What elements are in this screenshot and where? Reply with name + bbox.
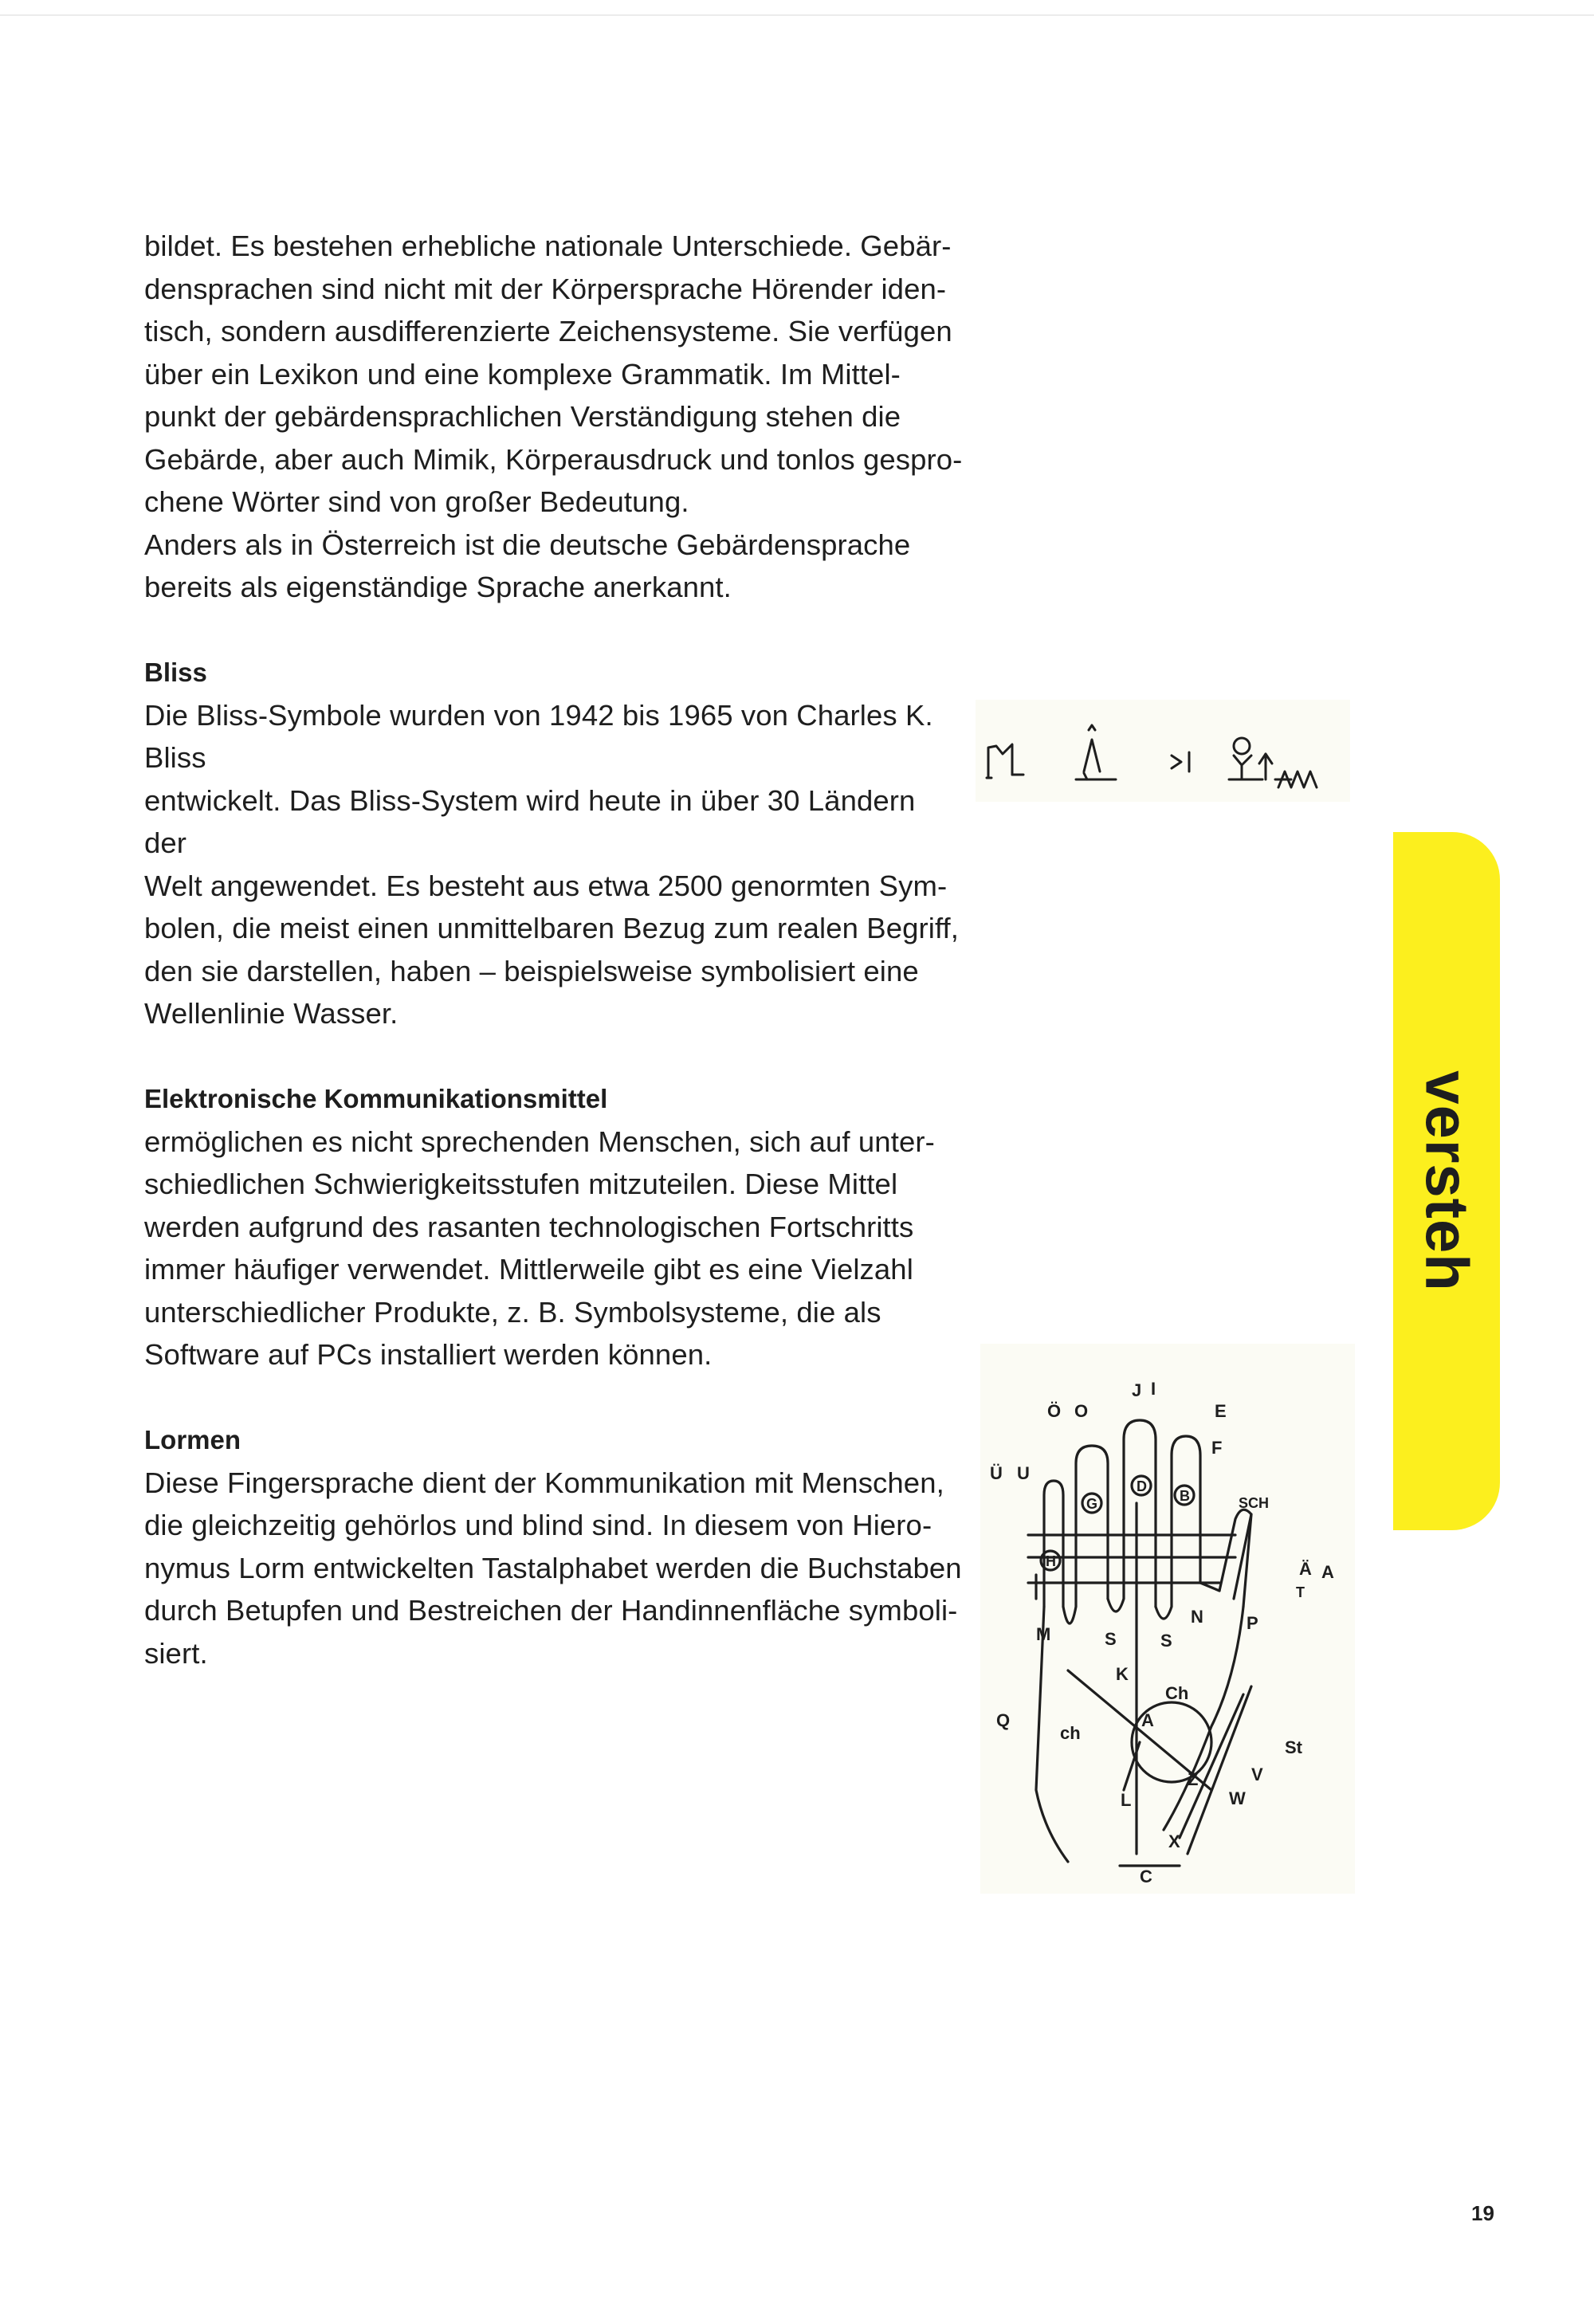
hand-label: O — [1074, 1401, 1089, 1421]
lormen-paragraph: Diese Fingersprache dient der Kommunikation mit Menschen, die gleichzeitig gehörlos und blind sind. In diesem von Hiero- nymus Lorm entwickelten Tastalphabet werden die Buchstaben durch Betupfen und Bestreichen der Handinnenfläche symboli- siert. — [144, 1466, 962, 1670]
bliss-symbols-illustration — [976, 700, 1350, 802]
hand-label: Q — [996, 1710, 1011, 1730]
hand-label: T — [1296, 1584, 1305, 1600]
hand-label: G — [1086, 1496, 1098, 1512]
lormen-section — [144, 1419, 965, 1674]
hand-label: M — [1036, 1624, 1051, 1644]
hand-label: I — [1151, 1379, 1156, 1399]
hand-label: K — [1116, 1664, 1129, 1684]
hand-label: A — [1321, 1562, 1334, 1582]
hand-label: P — [1247, 1613, 1258, 1633]
hand-label: J — [1132, 1380, 1142, 1400]
lormen-heading: Lormen — [144, 1425, 241, 1454]
lormen-hand-illustration — [980, 1344, 1355, 1894]
bliss-symbol-2 — [1076, 725, 1116, 779]
intro-paragraph: bildet. Es bestehen erhebliche nationale Unterschiede. Gebär- densprachen sind nicht mit der Körpersprache Hörender iden- tisch, sondern ausdifferenzierte Zeichensysteme. Sie verfügen über ein Lexikon und eine komplexe Grammatik. Im Mittel- punkt der gebärdensprachlichen Verständigung stehen die Gebärde, aber auch Mimik, Körperausdruck und tonlos gespro- chene Wörter sind von großer Bedeutung. Anders als in Österreich ist die deutsche Gebärdensprache bereits als eigenständige Sprache anerkannt. — [144, 230, 963, 603]
hand-label: H — [1046, 1553, 1056, 1569]
hand-label: U — [1017, 1463, 1030, 1483]
bliss-symbols-figure — [976, 700, 1350, 802]
hand-label: SCH — [1239, 1495, 1270, 1511]
hand-label: S — [1105, 1629, 1117, 1649]
electronic-section — [144, 1078, 965, 1376]
lormen-hand-figure — [980, 1344, 1355, 1894]
bliss-symbol-4 — [1229, 738, 1317, 787]
bliss-paragraph: Die Bliss-Symbole wurden von 1942 bis 1965 von Charles K. Bliss entwickelt. Das Bliss-System wird heute in über 30 Ländern der Welt angewendet. Es besteht aus etwa 2500 genormten Sym- bolen, die meist einen unmittelbaren Bezug zum realen Begriff, den sie darstellen, haben – beispielsweise symbolisiert eine Wellenlinie Wasser. — [144, 698, 960, 1030]
hand-label: Z — [1188, 1769, 1199, 1789]
hand-label: ch — [1060, 1723, 1081, 1743]
hand-label: W — [1229, 1788, 1246, 1808]
hand-label: Ü — [990, 1463, 1003, 1483]
hand-label: S — [1160, 1631, 1172, 1651]
hand-label: Ch — [1165, 1683, 1189, 1703]
top-rule — [0, 14, 1594, 16]
hand-label: A — [1141, 1710, 1154, 1730]
bliss-section — [144, 651, 965, 1035]
bliss-symbol-3 — [1172, 752, 1189, 771]
hand-label: C — [1140, 1867, 1152, 1886]
electronic-paragraph: ermöglichen es nicht sprechenden Menschen, sich auf unter- schiedlichen Schwierigkeitsstufen mitzuteilen. Diese Mittel werden aufgrund des rasanten technologischen Fortschritts immer häufiger verwendet. Mittlerweile gibt es eine Vielzahl unterschiedlicher Produkte, z. B. Symbolsysteme, die als Software auf PCs installiert werden können. — [144, 1125, 935, 1371]
hand-label: D — [1137, 1478, 1147, 1494]
bliss-symbol-1 — [987, 744, 1023, 778]
hand-label: L — [1121, 1790, 1132, 1810]
hand-label: V — [1251, 1765, 1263, 1784]
page-number: 19 — [1471, 2201, 1494, 2225]
hand-label: Ä — [1299, 1559, 1312, 1579]
hand-label: Ö — [1047, 1401, 1062, 1421]
electronic-heading: Elektronische Kommunikationsmittel — [144, 1084, 608, 1113]
bliss-heading: Bliss — [144, 658, 207, 687]
hand-label: X — [1168, 1831, 1180, 1851]
hand-label: N — [1191, 1607, 1203, 1627]
main-text-column — [144, 225, 965, 1674]
hand-label: St — [1285, 1737, 1302, 1757]
hand-label: B — [1180, 1488, 1190, 1504]
hand-label: E — [1215, 1401, 1227, 1421]
hand-label: F — [1211, 1438, 1223, 1458]
chapter-tab — [1393, 832, 1500, 1530]
chapter-tab-label: versteh — [1412, 1070, 1481, 1292]
